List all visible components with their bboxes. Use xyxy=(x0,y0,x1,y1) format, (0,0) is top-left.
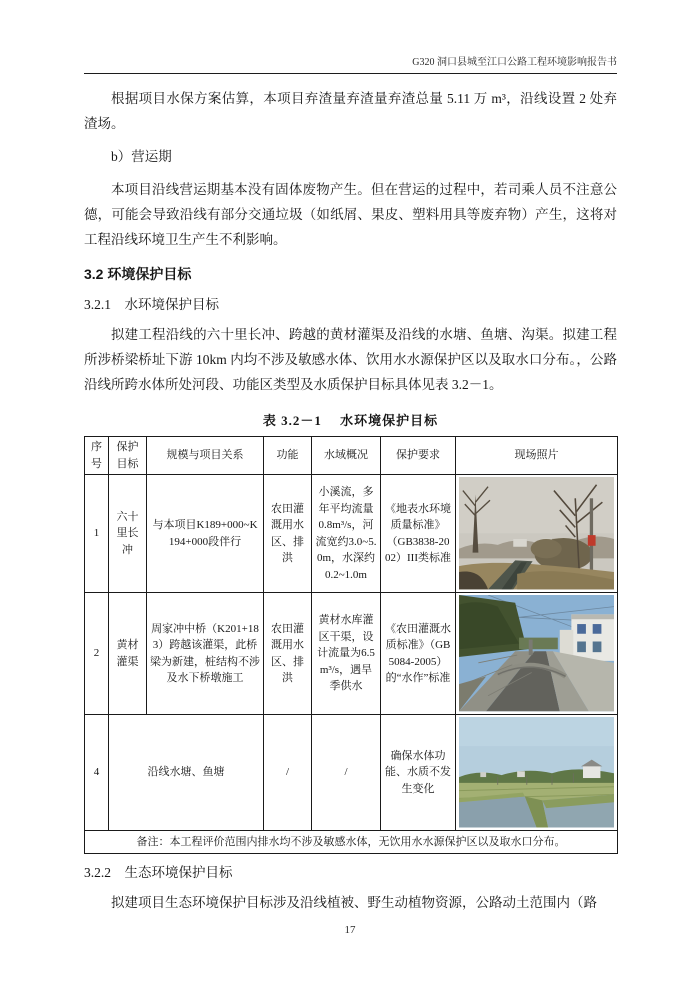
heading-3-2: 3.2 环境保护目标 xyxy=(84,266,192,282)
col-header-photo: 现场照片 xyxy=(456,437,618,475)
table-note: 备注：本工程评价范围内排水均不涉及敏感水体，无饮用水水源保护区以及取水口分布。 xyxy=(85,831,618,854)
table-row xyxy=(85,475,618,593)
col-header-function: 功能 xyxy=(264,437,312,475)
cell-requirement: 确保水体功能、水质不发生变化 xyxy=(381,715,456,831)
header-divider xyxy=(84,73,617,74)
cell-overview: / xyxy=(312,715,381,831)
col-header-overview: 水域概况 xyxy=(312,437,381,475)
paragraph-operation-waste: 本项目沿线营运期基本没有固体废物产生。但在营运的过程中，若司乘人员不注意公德，可能会导致沿线有部分交通垃圾（如纸屑、果皮、塑料用具等废弃物）产生，这将对工程沿线环境卫生产生不利影响。 xyxy=(84,182,617,247)
table-row xyxy=(85,715,618,831)
paragraph-spoil-estimate: 根据项目水保方案估算，本项目弃渣量弃渣量弃渣总量 5.11 万 m³，沿线设置 2 处弃渣场。 xyxy=(84,91,617,131)
pond-site-photo xyxy=(459,717,614,827)
cell-target: 黄材灌渠 xyxy=(109,593,147,715)
cell-seq: 1 xyxy=(85,475,109,593)
cell-seq: 4 xyxy=(85,715,109,831)
cell-requirement: 《地表水环境质量标准》（GB3838-2002）III类标准 xyxy=(381,475,456,593)
table-header-row xyxy=(85,437,618,475)
cell-seq: 2 xyxy=(85,593,109,715)
page-number: 17 xyxy=(344,924,356,936)
canal-site-photo xyxy=(459,595,614,711)
paragraph-water-protection: 拟建工程沿线的六十里长冲、跨越的黄材灌渠及沿线的水塘、鱼塘、沟渠。拟建工程所涉桥梁桥址下游 10km 内均不涉及敏感水体、饮用水水源保护区以及取水口分布。，公路沿线所跨水体所处河段、功能区类型及水质保护目标具体见表 3.2－1。 xyxy=(84,327,617,392)
table-title: 表 3.2－1 水环境保护目标 xyxy=(262,413,439,428)
heading-3-2-2: 3.2.2 生态环境保护目标 xyxy=(84,865,233,880)
paragraph-eco-targets: 拟建项目生态环境保护目标涉及沿线植被、野生动植物资源，公路动土范围内（路 xyxy=(111,895,597,910)
cell-relation: 与本项目K189+000~K194+000段伴行 xyxy=(147,475,264,593)
cell-relation: 周家冲中桥（K201+183）跨越该灌渠，此桥梁为新建，桩结构不涉及水下桥墩施工 xyxy=(147,593,264,715)
heading-3-2-1: 3.2.1 水环境保护目标 xyxy=(84,297,219,312)
page-content xyxy=(84,86,617,915)
table-row xyxy=(85,593,618,715)
cell-requirement: 《农田灌溉水质标准》（GB5084-2005）的“水作”标准 xyxy=(381,593,456,715)
cell-function: 农田灌溉用水区、排洪 xyxy=(264,475,312,593)
cell-overview: 黄材水库灌区干渠，设计流量为6.5m³/s，遇旱季供水 xyxy=(312,593,381,715)
subheading-operation-period: b）营运期 xyxy=(111,149,172,164)
cell-target: 六十里长冲 xyxy=(109,475,147,593)
stream-site-photo xyxy=(459,477,614,589)
table-note-row xyxy=(85,831,618,854)
cell-function: 农田灌溉用水区、排洪 xyxy=(264,593,312,715)
header-title: G320 洞口县城至江口公路工程环境影响报告书 xyxy=(412,57,617,68)
cell-photo xyxy=(456,715,618,831)
page-header xyxy=(84,56,617,70)
cell-photo xyxy=(456,475,618,593)
cell-overview: 小溪流，多年平均流量0.8m³/s，河流宽约3.0~5.0m，水深约0.2~1.0m xyxy=(312,475,381,593)
col-header-seq: 序号 xyxy=(85,437,109,475)
col-header-relation: 规模与项目关系 xyxy=(147,437,264,475)
water-protection-table xyxy=(84,436,618,854)
cell-function: / xyxy=(264,715,312,831)
cell-target: 沿线水塘、鱼塘 xyxy=(109,715,264,831)
col-header-target: 保护目标 xyxy=(109,437,147,475)
cell-photo xyxy=(456,593,618,715)
col-header-requirement: 保护要求 xyxy=(381,437,456,475)
